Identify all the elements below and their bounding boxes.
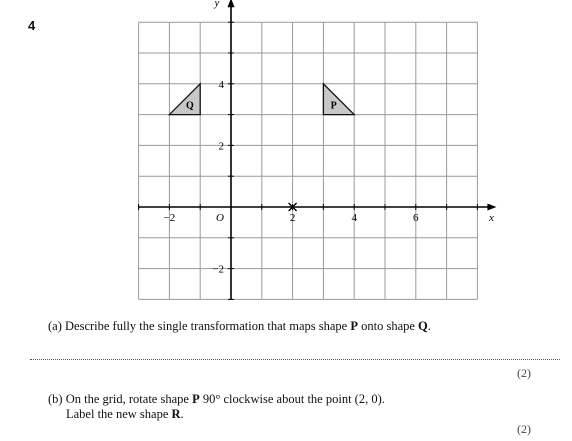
origin-label: O <box>216 212 224 224</box>
y-axis-label: y <box>214 0 220 10</box>
part-a-marks: (2) <box>517 366 531 380</box>
x-axis-arrow <box>487 204 496 211</box>
grid-lines <box>139 22 478 299</box>
part-a-shape-q: Q <box>418 319 428 333</box>
part-b-line1-suffix: 90° clockwise about the point (2, 0). <box>199 392 385 406</box>
answer-line-a[interactable] <box>30 359 560 360</box>
part-a-middle: onto shape <box>357 319 419 333</box>
y-axis-arrow <box>228 0 235 7</box>
part-b-line2-suffix: . <box>180 407 184 421</box>
part-b-line2-prefix: Label the new shape <box>66 407 172 421</box>
shape-label-p: P <box>330 100 337 112</box>
axes <box>139 0 497 299</box>
question-number: 4 <box>28 18 36 33</box>
part-a-prefix: (a) Describe fully the single transformation that maps shape <box>48 319 351 333</box>
part-b-text <box>48 392 385 422</box>
shape-p <box>323 84 354 115</box>
y-tick-label: −2 <box>212 263 224 276</box>
x-tick-label: 4 <box>351 212 357 224</box>
x-tick-label: 6 <box>413 212 419 224</box>
part-b-shape-p: P <box>192 392 200 406</box>
part-b-line1 <box>48 392 385 407</box>
axis-labels <box>164 0 494 276</box>
y-tick-label: 4 <box>218 78 224 91</box>
shape-q <box>169 84 200 115</box>
x-axis-label: x <box>488 212 494 224</box>
part-a-shape-p: P <box>350 319 358 333</box>
part-a-suffix: . <box>427 319 431 333</box>
part-a-text <box>48 319 431 334</box>
x-tick-label: −2 <box>163 212 176 224</box>
part-b-line1-prefix: (b) On the grid, rotate shape <box>48 392 193 406</box>
y-tick-label: 2 <box>218 140 224 153</box>
part-b-shape-r: R <box>171 407 181 421</box>
shape-label-q: Q <box>186 100 194 112</box>
x-tick-label: 2 <box>289 212 296 224</box>
part-b-marks: (2) <box>517 422 531 436</box>
part-b-line2 <box>48 407 385 422</box>
